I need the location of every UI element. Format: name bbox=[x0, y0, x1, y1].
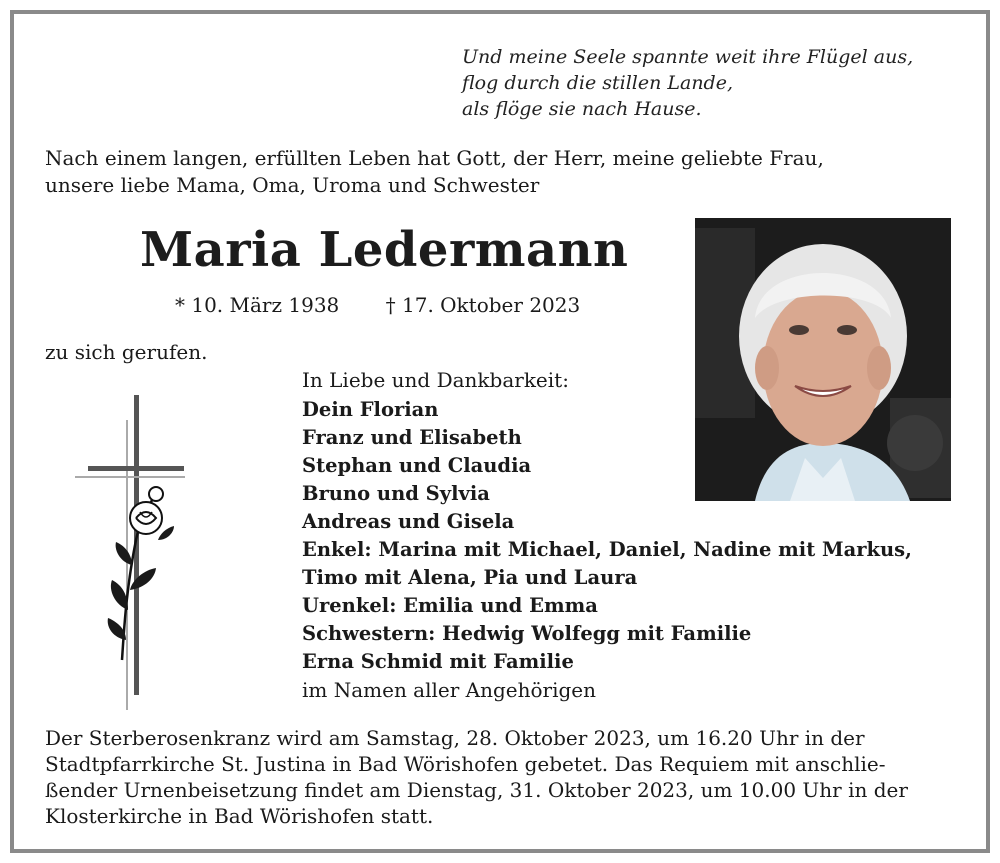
service-line: Klosterkirche in Bad Wörishofen statt. bbox=[45, 804, 434, 828]
life-dates bbox=[175, 293, 580, 317]
mourner-line: Enkel: Marina mit Michael, Daniel, Nadine mit Markus, bbox=[302, 538, 912, 561]
poem-line: flog durch die stillen Lande, bbox=[462, 72, 734, 94]
intro-line: unsere liebe Mama, Oma, Uroma und Schwester bbox=[45, 173, 540, 197]
service-line: Stadtpfarrkirche St. Justina in Bad Wörishofen gebetet. Das Requiem mit anschlie- bbox=[45, 752, 886, 776]
intro-text bbox=[45, 145, 925, 199]
birth-date: * 10. März 1938 bbox=[175, 293, 340, 317]
mourner-line: Franz und Elisabeth bbox=[302, 426, 522, 449]
mourner-line: Schwestern: Hedwig Wolfegg mit Familie bbox=[302, 622, 752, 645]
mourner-line: Stephan und Claudia bbox=[302, 454, 532, 477]
mourner-line: Bruno und Sylvia bbox=[302, 482, 490, 505]
intro-line: Nach einem langen, erfüllten Leben hat Gott, der Herr, meine geliebte Frau, bbox=[45, 146, 824, 170]
cross-with-rose-icon bbox=[70, 390, 200, 710]
mourner-line: Timo mit Alena, Pia und Laura bbox=[302, 566, 638, 589]
mourner-line: Urenkel: Emilia und Emma bbox=[302, 594, 598, 617]
deceased-name: Maria Ledermann bbox=[140, 222, 629, 278]
death-date: † 17. Oktober 2023 bbox=[385, 293, 581, 317]
called-home-text: zu sich gerufen. bbox=[45, 340, 208, 364]
service-line: ßender Urnenbeisetzung findet am Dienstag, 31. Oktober 2023, um 10.00 Uhr in der bbox=[45, 778, 908, 802]
poem-line: als flöge sie nach Hause. bbox=[462, 98, 702, 120]
poem-line: Und meine Seele spannte weit ihre Flügel aus, bbox=[462, 46, 914, 68]
mourner-line: Dein Florian bbox=[302, 398, 439, 421]
mourner-line: Erna Schmid mit Familie bbox=[302, 650, 574, 673]
poem bbox=[462, 44, 913, 122]
mourner-line: Andreas und Gisela bbox=[302, 510, 515, 533]
closing-text: im Namen aller Angehörigen bbox=[302, 678, 597, 702]
service-info bbox=[45, 725, 945, 829]
service-line: Der Sterberosenkranz wird am Samstag, 28. Oktober 2023, um 16.20 Uhr in der bbox=[45, 726, 865, 750]
gratitude-heading: In Liebe und Dankbarkeit: bbox=[302, 368, 569, 392]
mourners-list bbox=[302, 396, 912, 676]
